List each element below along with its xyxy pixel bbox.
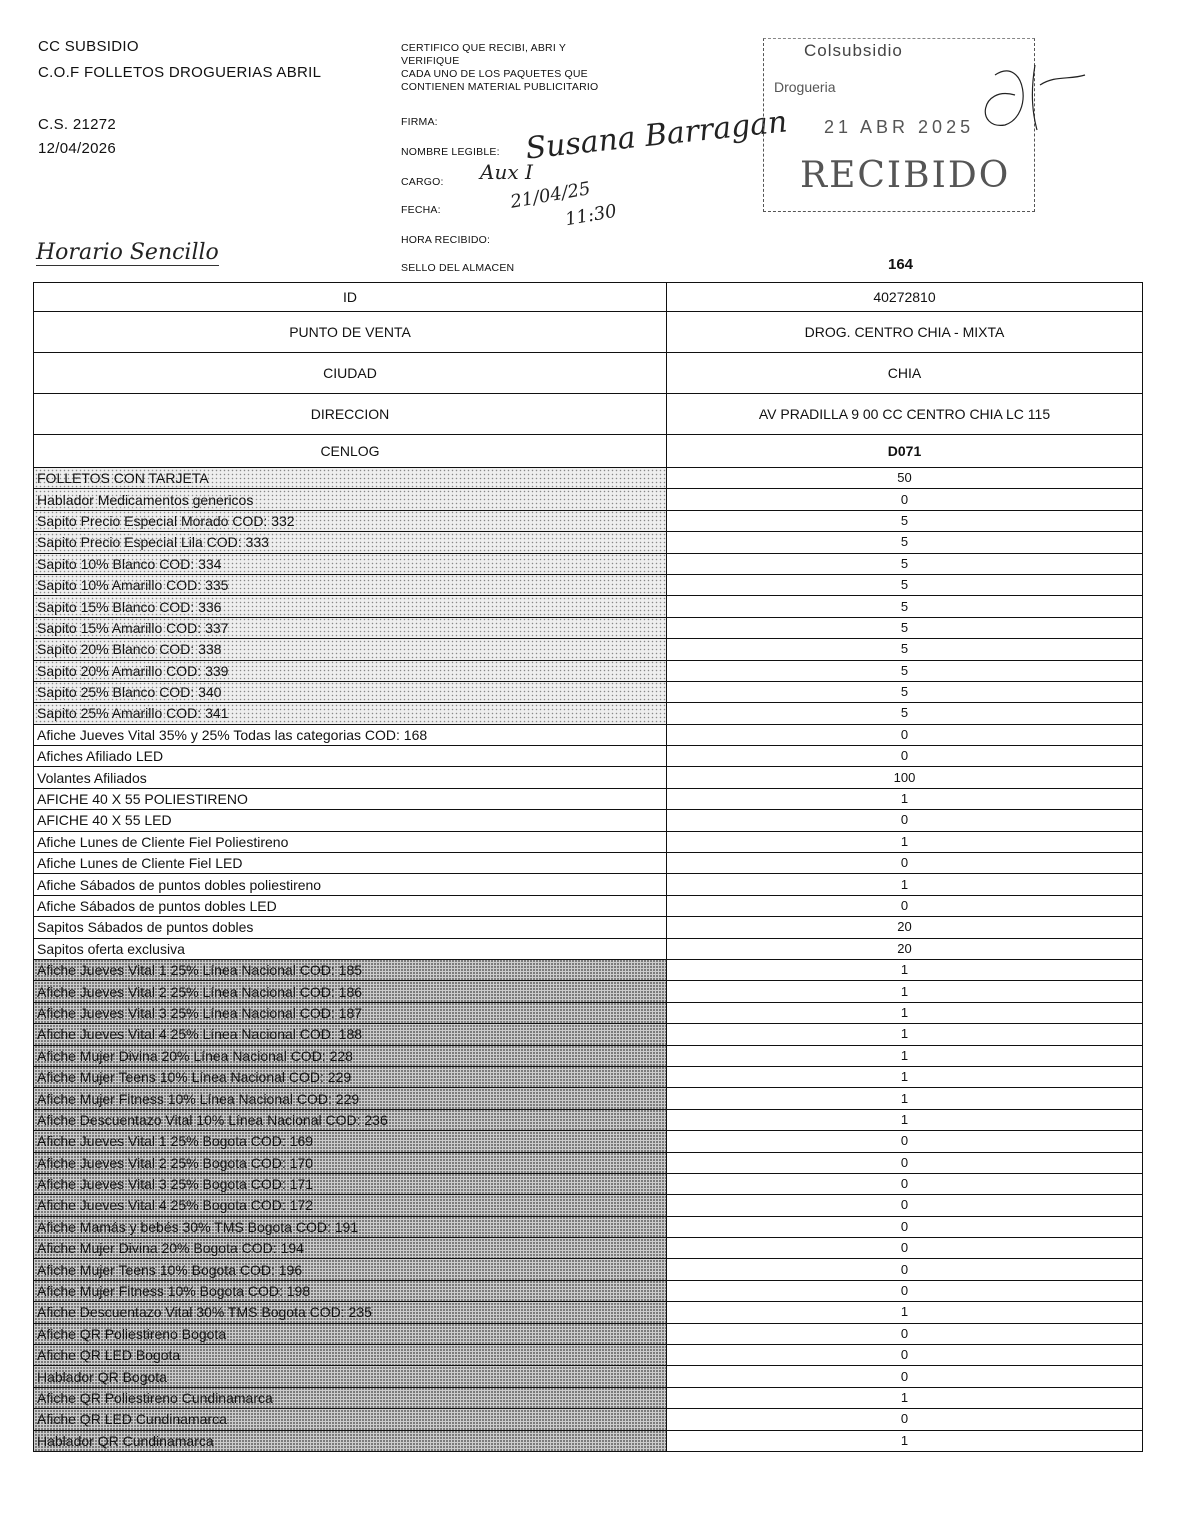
table-row (34, 1152, 1143, 1173)
table-row (34, 1109, 1143, 1130)
item-name: Hablador QR Cundinamarca (34, 1430, 667, 1451)
table-row (34, 831, 1143, 852)
item-quantity: 50 (667, 468, 1143, 489)
table-row (34, 1238, 1143, 1259)
item-name: Afiche Jueves Vital 4 25% Línea Nacional COD: 188 (34, 1024, 667, 1045)
item-quantity: 1 (667, 981, 1143, 1002)
info-row (34, 435, 1143, 468)
item-name: Afiches Afiliado LED (34, 746, 667, 767)
item-name: AFICHE 40 X 55 POLIESTIRENO (34, 788, 667, 809)
table-row (34, 1045, 1143, 1066)
table-row (34, 468, 1143, 489)
item-quantity: 5 (667, 617, 1143, 638)
certification-line: VERIFIQUE (401, 55, 460, 67)
table-row (34, 703, 1143, 724)
table-row (34, 853, 1143, 874)
certification-line: CERTIFICO QUE RECIBI, ABRI Y (401, 42, 567, 54)
cargo-label: CARGO: (401, 176, 444, 188)
table-row (34, 1345, 1143, 1366)
item-name: Afiche Jueves Vital 4 25% Bogota COD: 172 (34, 1195, 667, 1216)
item-quantity: 100 (667, 767, 1143, 788)
certification-text (401, 42, 598, 94)
table-row (34, 1024, 1143, 1045)
item-name: Afiche Mujer Fitness 10% Línea Nacional COD: 229 (34, 1088, 667, 1109)
info-label: ID (34, 283, 667, 312)
item-quantity: 20 (667, 917, 1143, 938)
document-title: C.O.F FOLLETOS DROGUERIAS ABRIL (38, 64, 322, 81)
handwritten-cargo: Aux I (480, 160, 533, 184)
item-name: Hablador QR Bogota (34, 1366, 667, 1387)
table-row (34, 895, 1143, 916)
item-name: Sapito 20% Amarillo COD: 339 (34, 660, 667, 681)
firma-label: FIRMA: (401, 116, 438, 128)
item-name: Sapito 15% Amarillo COD: 337 (34, 617, 667, 638)
info-value: DROG. CENTRO CHIA - MIXTA (667, 312, 1143, 353)
item-name: Afiche Mujer Divina 20% Bogota COD: 194 (34, 1238, 667, 1259)
table-row (34, 1195, 1143, 1216)
table-row (34, 681, 1143, 702)
item-quantity: 5 (667, 596, 1143, 617)
item-quantity: 0 (667, 1345, 1143, 1366)
sequence-number: 164 (888, 256, 914, 273)
item-name: Afiche QR Poliestireno Bogota (34, 1323, 667, 1344)
item-name: Afiche Jueves Vital 1 25% Línea Nacional COD: 185 (34, 959, 667, 980)
table-row (34, 1259, 1143, 1280)
handwritten-fecha: 21/04/25 (508, 178, 593, 213)
item-name: Sapito 20% Blanco COD: 338 (34, 639, 667, 660)
item-quantity: 5 (667, 703, 1143, 724)
table-row (34, 1002, 1143, 1023)
item-name: Afiche Jueves Vital 1 25% Bogota COD: 169 (34, 1131, 667, 1152)
item-quantity: 0 (667, 1259, 1143, 1280)
item-quantity: 0 (667, 746, 1143, 767)
table-row (34, 532, 1143, 553)
fecha-label: FECHA: (401, 204, 441, 216)
table-row (34, 917, 1143, 938)
table-row (34, 1280, 1143, 1301)
handwritten-note: Horario Sencillo (36, 240, 219, 265)
table-row (34, 810, 1143, 831)
info-value: D071 (667, 435, 1143, 468)
table-row (34, 596, 1143, 617)
item-quantity: 0 (667, 853, 1143, 874)
item-quantity: 5 (667, 553, 1143, 574)
item-name: Afiche Sábados de puntos dobles poliestireno (34, 874, 667, 895)
table-row (34, 489, 1143, 510)
info-value: 40272810 (667, 283, 1143, 312)
info-label: PUNTO DE VENTA (34, 312, 667, 353)
hora-label: HORA RECIBIDO: (401, 234, 491, 246)
item-name: Sapito 10% Amarillo COD: 335 (34, 574, 667, 595)
item-quantity: 1 (667, 831, 1143, 852)
item-quantity: 5 (667, 510, 1143, 531)
document-date: 12/04/2026 (38, 140, 117, 157)
item-quantity: 0 (667, 1280, 1143, 1301)
table-row (34, 746, 1143, 767)
table-row (34, 724, 1143, 745)
table-row (34, 1430, 1143, 1451)
item-name: Afiche Descuentazo Vital 10% Línea Nacional COD: 236 (34, 1109, 667, 1130)
item-quantity: 20 (667, 938, 1143, 959)
info-value: CHIA (667, 353, 1143, 394)
table-row (34, 1088, 1143, 1109)
table-row (34, 574, 1143, 595)
stamp-store: Drogueria (774, 79, 836, 95)
item-name: Sapito 25% Blanco COD: 340 (34, 681, 667, 702)
info-row (34, 353, 1143, 394)
certification-line: CONTIENEN MATERIAL PUBLICITARIO (401, 81, 599, 93)
table-row (34, 874, 1143, 895)
table-row (34, 1216, 1143, 1237)
item-quantity: 0 (667, 810, 1143, 831)
table-row (34, 553, 1143, 574)
stamp-status: RECIBIDO (800, 155, 1011, 196)
info-label: DIRECCION (34, 394, 667, 435)
materials-table (33, 282, 1143, 1452)
item-name: Afiche Descuentazo Vital 30% TMS Bogota COD: 235 (34, 1302, 667, 1323)
info-value: AV PRADILLA 9 00 CC CENTRO CHIA LC 115 (667, 394, 1143, 435)
item-name: Afiche QR LED Cundinamarca (34, 1409, 667, 1430)
item-name: Afiche Jueves Vital 3 25% Línea Nacional COD: 187 (34, 1002, 667, 1023)
table-row (34, 1366, 1143, 1387)
table-row (34, 1387, 1143, 1408)
item-name: Volantes Afiliados (34, 767, 667, 788)
item-quantity: 1 (667, 1109, 1143, 1130)
table-row (34, 1173, 1143, 1194)
item-quantity: 1 (667, 959, 1143, 980)
table-row (34, 1323, 1143, 1344)
item-quantity: 0 (667, 895, 1143, 916)
item-name: Afiche Jueves Vital 3 25% Bogota COD: 171 (34, 1173, 667, 1194)
info-row (34, 394, 1143, 435)
sello-label: SELLO DEL ALMACEN (401, 262, 515, 274)
item-name: Afiche Mujer Fitness 10% Bogota COD: 198 (34, 1280, 667, 1301)
item-name: Afiche Jueves Vital 2 25% Bogota COD: 170 (34, 1152, 667, 1173)
table-row (34, 617, 1143, 638)
item-quantity: 1 (667, 1002, 1143, 1023)
table-row (34, 938, 1143, 959)
table-row (34, 981, 1143, 1002)
item-name: Afiche Jueves Vital 2 25% Línea Nacional COD: 186 (34, 981, 667, 1002)
item-name: Afiche Lunes de Cliente Fiel LED (34, 853, 667, 874)
info-label: CENLOG (34, 435, 667, 468)
item-quantity: 0 (667, 1216, 1143, 1237)
item-name: Sapitos oferta exclusiva (34, 938, 667, 959)
item-quantity: 0 (667, 1323, 1143, 1344)
stamp-date: 21 ABR 2025 (824, 117, 975, 137)
item-name: Afiche QR LED Bogota (34, 1345, 667, 1366)
item-quantity: 1 (667, 1387, 1143, 1408)
item-quantity: 1 (667, 1088, 1143, 1109)
org-name: CC SUBSIDIO (38, 38, 139, 55)
item-name: AFICHE 40 X 55 LED (34, 810, 667, 831)
item-quantity: 5 (667, 681, 1143, 702)
table-row (34, 1302, 1143, 1323)
item-quantity: 0 (667, 1195, 1143, 1216)
signature-mark (975, 55, 1105, 135)
cs-number: C.S. 21272 (38, 116, 117, 133)
item-name: Afiche Mujer Teens 10% Bogota COD: 196 (34, 1259, 667, 1280)
item-name: Hablador Medicamentos genericos (34, 489, 667, 510)
item-quantity: 0 (667, 1152, 1143, 1173)
item-quantity: 1 (667, 1045, 1143, 1066)
item-quantity: 0 (667, 1238, 1143, 1259)
info-row (34, 312, 1143, 353)
item-name: Afiche QR Poliestireno Cundinamarca (34, 1387, 667, 1408)
item-quantity: 0 (667, 1131, 1143, 1152)
item-quantity: 0 (667, 489, 1143, 510)
table-row (34, 660, 1143, 681)
item-quantity: 1 (667, 788, 1143, 809)
table-row (34, 1409, 1143, 1430)
info-row (34, 283, 1143, 312)
item-name: Sapito 15% Blanco COD: 336 (34, 596, 667, 617)
item-quantity: 1 (667, 1024, 1143, 1045)
nombre-label: NOMBRE LEGIBLE: (401, 146, 500, 158)
item-name: Afiche Mujer Teens 10% Línea Nacional COD: 229 (34, 1066, 667, 1087)
handwritten-name: Susana Barragan (523, 104, 789, 167)
item-quantity: 5 (667, 532, 1143, 553)
item-quantity: 0 (667, 724, 1143, 745)
handwritten-hora: 11:30 (563, 200, 619, 231)
table-row (34, 639, 1143, 660)
item-name: Sapito Precio Especial Morado COD: 332 (34, 510, 667, 531)
certification-line: CADA UNO DE LOS PAQUETES QUE (401, 68, 588, 80)
table-row (34, 510, 1143, 531)
item-quantity: 1 (667, 1302, 1143, 1323)
item-quantity: 1 (667, 1066, 1143, 1087)
item-quantity: 0 (667, 1409, 1143, 1430)
item-name: Sapito Precio Especial Lila COD: 333 (34, 532, 667, 553)
table-row (34, 1066, 1143, 1087)
info-label: CIUDAD (34, 353, 667, 394)
table-row (34, 959, 1143, 980)
item-name: Afiche Sábados de puntos dobles LED (34, 895, 667, 916)
item-quantity: 1 (667, 874, 1143, 895)
stamp-org: Colsubsidio (804, 41, 903, 60)
table-row (34, 1131, 1143, 1152)
item-quantity: 0 (667, 1173, 1143, 1194)
item-name: FOLLETOS CON TARJETA (34, 468, 667, 489)
item-name: Sapito 10% Blanco COD: 334 (34, 553, 667, 574)
item-quantity: 5 (667, 639, 1143, 660)
item-quantity: 5 (667, 574, 1143, 595)
item-name: Afiche Jueves Vital 35% y 25% Todas las categorias COD: 168 (34, 724, 667, 745)
item-quantity: 5 (667, 660, 1143, 681)
table-row (34, 788, 1143, 809)
item-name: Sapitos Sábados de puntos dobles (34, 917, 667, 938)
item-quantity: 0 (667, 1366, 1143, 1387)
table-row (34, 767, 1143, 788)
item-name: Afiche Lunes de Cliente Fiel Poliestireno (34, 831, 667, 852)
item-name: Sapito 25% Amarillo COD: 341 (34, 703, 667, 724)
item-name: Afiche Mujer Divina 20% Línea Nacional COD: 228 (34, 1045, 667, 1066)
item-name: Afiche Mamás y bebés 30% TMS Bogota COD: 191 (34, 1216, 667, 1237)
item-quantity: 1 (667, 1430, 1143, 1451)
